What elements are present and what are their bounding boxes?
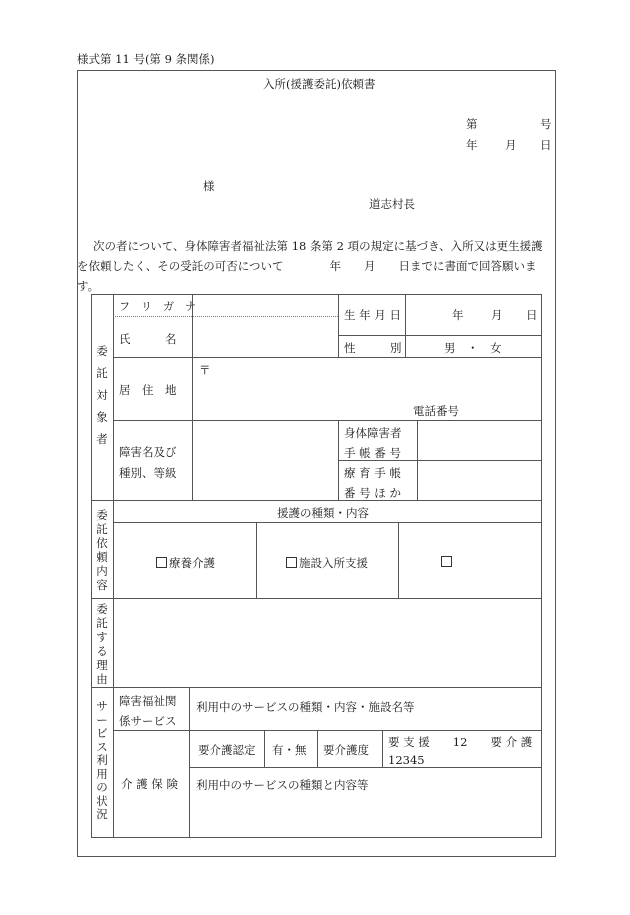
date-year: 年 xyxy=(466,138,478,152)
form-title: 入所(援護委託)依頼書 xyxy=(263,77,376,91)
checkbox-icon[interactable] xyxy=(156,557,167,568)
reason-side-char: す xyxy=(96,630,108,644)
request-side-char: 内 xyxy=(96,564,108,578)
ryoiku-label xyxy=(344,463,401,503)
care-cert-label: 要介護認定 xyxy=(198,743,256,757)
birthdate-month: 月 xyxy=(491,308,503,322)
date-month: 月 xyxy=(505,138,517,152)
option-shisetsu-nyusho[interactable] xyxy=(286,555,368,571)
checkbox-icon[interactable] xyxy=(286,557,297,568)
number-suffix: 号 xyxy=(540,117,552,131)
service-side-char: 利 xyxy=(96,753,108,767)
care-level-options: 要 支 援 12 要 介 護 xyxy=(388,735,533,749)
service-side-char: ス xyxy=(96,739,108,754)
ryoiku-number-field[interactable] xyxy=(421,464,538,498)
birthdate-label: 生 年 月 日 xyxy=(344,308,401,322)
subject-side-label xyxy=(94,340,110,450)
disability-label xyxy=(119,442,177,484)
option-other[interactable] xyxy=(441,555,454,569)
name-label: 氏 名 xyxy=(119,332,177,346)
disability-field[interactable] xyxy=(196,424,334,498)
sex-value: 男 ・ 女 xyxy=(444,341,502,355)
service-side-char: 況 xyxy=(96,807,108,821)
handbook-number-field[interactable] xyxy=(421,424,538,458)
furigana-field[interactable] xyxy=(196,296,334,314)
handbook-label-line: 手 帳 番 号 xyxy=(344,446,401,460)
care-cert-value: 有・無 xyxy=(272,743,307,757)
address-field[interactable] xyxy=(212,361,532,401)
option-label: 療養介護 xyxy=(169,556,215,570)
ryoiku-label-line: 療 育 手 帳 xyxy=(344,466,401,480)
care-service-text: 利用中のサービスの種類と内容等 xyxy=(196,778,369,792)
service-side-label xyxy=(94,700,110,822)
date-day: 日 xyxy=(540,138,552,152)
subject-side-char: 対 xyxy=(96,388,108,402)
subject-side-char: 託 xyxy=(96,366,108,380)
request-side-char: 容 xyxy=(96,578,108,592)
care-insurance-label: 介 護 保 険 xyxy=(121,777,178,791)
disability-label-line: 障害名及び xyxy=(119,445,177,459)
request-side-char: 頼 xyxy=(96,550,108,564)
care-level-label: 要介護度 xyxy=(323,743,369,757)
request-side-label xyxy=(94,508,110,592)
sender-name: 道志村長 xyxy=(369,197,415,211)
checkbox-icon[interactable] xyxy=(441,556,452,567)
disability-label-line: 種別、等級 xyxy=(119,466,177,480)
service-side-char: 状 xyxy=(96,793,108,808)
handbook-label xyxy=(344,423,402,463)
sex-label: 性 別 xyxy=(344,341,402,355)
care-level-numbers: 12345 xyxy=(388,753,425,767)
form-number: 様式第 11 号(第 9 条関係) xyxy=(77,52,215,66)
service-side-char: ー xyxy=(96,712,108,727)
postal-mark: 〒 xyxy=(199,363,211,377)
request-side-char: 委 xyxy=(96,508,108,522)
welfare-label-line: 係サービス xyxy=(119,714,177,728)
reason-side-label xyxy=(94,602,110,686)
service-side-char: 用 xyxy=(96,766,108,781)
birthdate-year: 年 xyxy=(452,308,464,322)
ryoiku-label-line: 番 号 ほ か xyxy=(344,486,401,500)
request-side-char: 依 xyxy=(96,536,108,550)
service-side-char: の xyxy=(96,780,108,794)
service-side-char: ビ xyxy=(96,726,108,740)
reason-side-char: る xyxy=(96,644,108,658)
reason-field[interactable] xyxy=(117,602,537,684)
reason-side-char: 理 xyxy=(96,658,108,672)
number-prefix: 第 xyxy=(466,117,478,131)
handbook-label-line: 身体障害者 xyxy=(344,426,402,440)
reason-side-char: 委 xyxy=(96,602,108,616)
phone-label: 電話番号 xyxy=(413,404,459,418)
option-ryoyo-kaigo[interactable] xyxy=(156,555,215,571)
subject-side-char: 象 xyxy=(96,410,108,424)
welfare-label-line: 障害福祉関 xyxy=(119,694,177,708)
request-body-text: 次の者について、身体障害者福祉法第 18 条第 2 項の規定に基づき、入所又は更生援護を依頼したく、その受託の可否について 年 月 日までに書面で回答願います。 xyxy=(77,239,543,293)
option-label: 施設入所支援 xyxy=(299,556,368,570)
addressee-honorific: 様 xyxy=(203,179,215,193)
address-label: 居 住 地 xyxy=(119,383,177,397)
furigana-label: フ リ ガ ナ xyxy=(119,300,196,313)
reason-side-char: 由 xyxy=(96,672,108,686)
birthdate-day: 日 xyxy=(526,308,538,322)
welfare-service-label xyxy=(119,691,177,731)
reason-side-char: 託 xyxy=(96,616,108,630)
subject-side-char: 者 xyxy=(96,432,108,446)
welfare-service-text: 利用中のサービスの種類・内容・施設名等 xyxy=(196,700,415,714)
assistance-type-header: 援護の種類・内容 xyxy=(277,506,369,520)
subject-side-char: 委 xyxy=(96,344,108,358)
name-field[interactable] xyxy=(196,320,334,354)
service-side-char: サ xyxy=(96,699,108,713)
request-side-char: 託 xyxy=(96,522,108,536)
